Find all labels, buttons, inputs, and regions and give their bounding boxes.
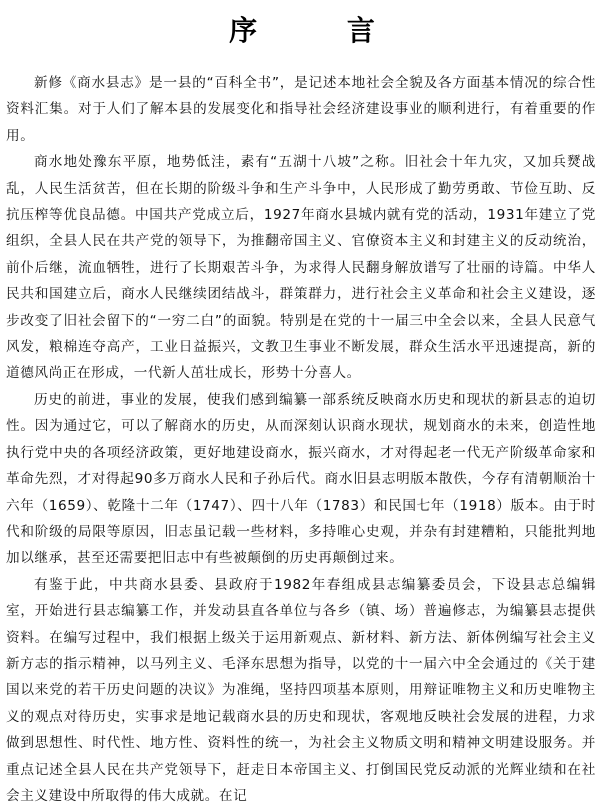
paragraph-2: 商水地处豫东平原，地势低洼，素有“五湖十八坡”之称。旧社会十年九灾，又加兵燹战乱，人民生活贫苦，但在长期的阶级斗争和生产斗争中，人民形成了勤劳勇敢、节俭互助、反抗压榨等优良品德。中国共产党成立后，1927年商水县城内就有党的活动，1931年建立了党组织，全县人民在共产党的领导下，为推翻帝国主义、官僚资本主义和封建主义的反动统治，前仆后继，流血牺牲，进行了长期艰苦斗争，为求得人民翻身解放谱写了壮丽的诗篇。中华人民共和国建立后，商水人民继续团结战斗，群策群力，进行社会主义革命和社会主义建设，逐步改变了旧社会留下的“一穷二白”的面貌。特别是在党的十一届三中全会以来，全县人民意气风发，粮棉连夺高产，工业日益振兴，文教卫生事业不断发展，群众生活水平迅速提高，新的道德风尚正在形成，一代新人茁壮成长，形势十分喜人。 [6,154,596,382]
page-title: 序 言 [229,14,415,47]
document-body [6,70,596,809]
paragraph-4: 有鉴于此，中共商水县委、县政府于1982年春组成县志编纂委员会，下设县志总编辑室，开始进行县志编纂工作，并发动县直各单位与各乡（镇、场）普遍修志，为编纂县志提供资料。在编写过程中，我们根据上级关于运用新观点、新材料、新方法、新体例编写社会主义新方志的指示精神，以马列主义、毛泽东思想为指导，以党的十一届六中全会通过的《关于建国以来党的若干历史问题的决议》为准绳，坚持四项基本原则，用辩证唯物主义和历史唯物主义的观点对待历史，实事求是地记载商水县的历史和现状，客观地反映社会发展的进程，力求做到思想性、时代性、地方性、资料性的统一，为社会主义物质文明和精神文明建设服务。并重点记述全县人民在共产党领导下，赶走日本帝国主义、打倒国民党反动派的光辉业绩和在社会主义建设中所取得的伟大成就。在记 [6,576,596,804]
paragraph-1: 新修《商水县志》是一县的“百科全书”，是记述本地社会全貌及各方面基本情况的综合性资料汇集。对于人们了解本县的发展变化和指导社会经济建设事业的顺利进行，有着重要的作用。 [6,75,596,144]
paragraph-3: 历史的前进，事业的发展，使我们感到编纂一部系统反映商水历史和现状的新县志的迫切性。因为通过它，可以了解商水的历史，从而深刻认识商水现状，规划商水的未来，创造性地执行党中央的各项经济政策，更好地建设商水，振兴商水，才对得起老一代无产阶级革命家和革命先烈，才对得起90多万商水人民和子孙后代。商水旧县志明版本散佚，今存有清朝顺治十六年（1659）、乾隆十二年（1747）、四十八年（1783）和民国七年（1918）版本。由于时代和阶级的局限等原因，旧志虽记载一些材料，多持唯心史观，并杂有封建糟粕，只能批判地加以继承，甚至还需要把旧志中有些被颠倒的历史再颠倒过来。 [6,391,596,567]
